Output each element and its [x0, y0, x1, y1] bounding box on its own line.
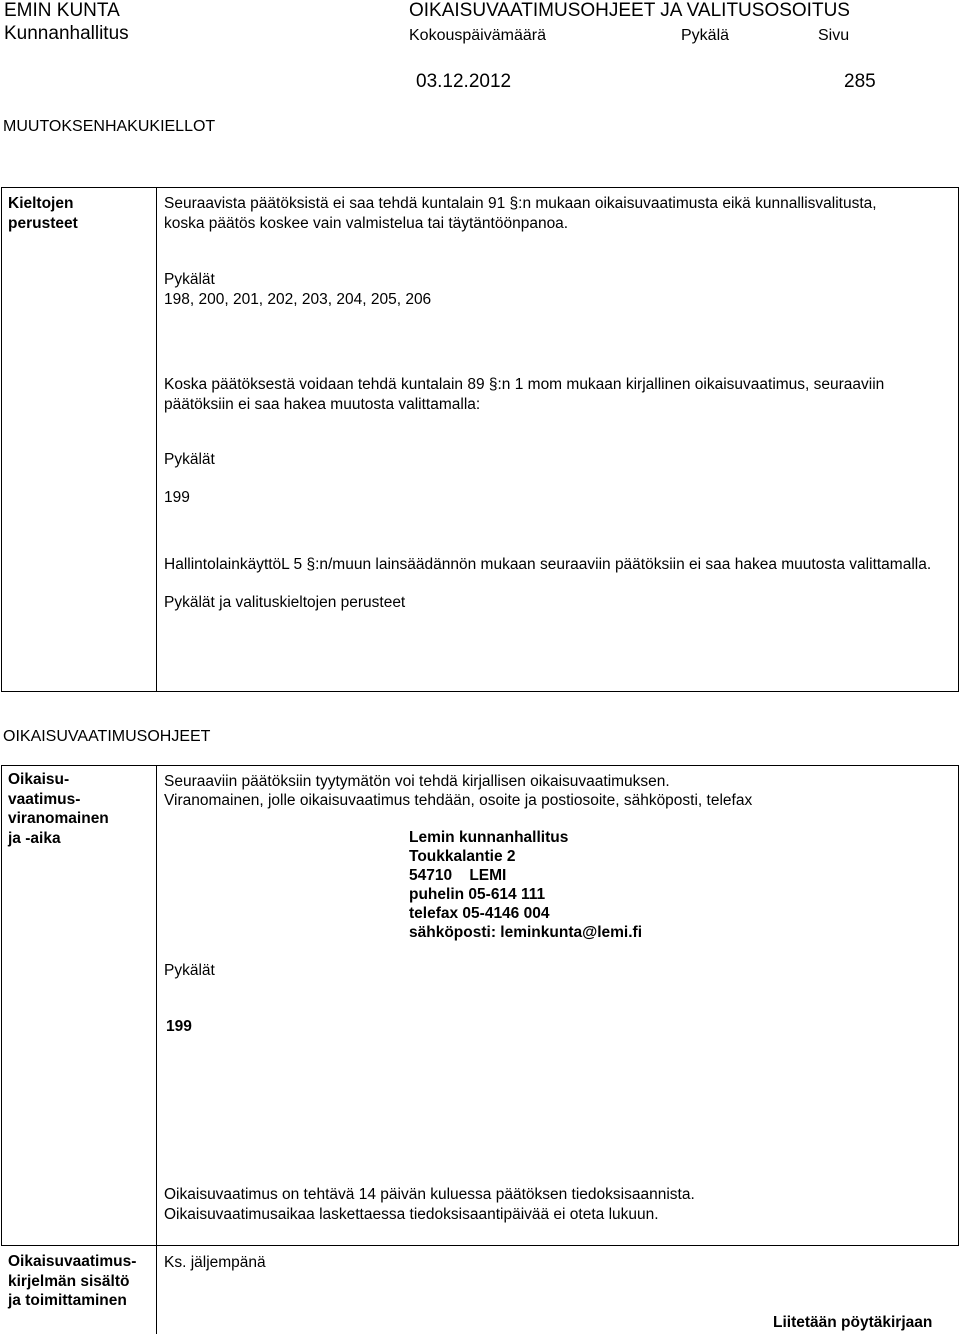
other-law-paragraph: HallintolainkäyttöL 5 §:n/muun lainsäädännön mukaan seuraaviin päätöksiin ei saa hakea muutosta valittamalla.	[164, 556, 932, 573]
label-line: Oikaisu-	[8, 771, 70, 788]
paragraph-line: päätöksiin ei saa hakea muutosta valittamalla:	[164, 395, 481, 413]
label-line: kirjelmän sisältö	[8, 1272, 130, 1290]
prohibition-basis-label	[8, 194, 78, 233]
paragraph-line: Oikaisuvaatimusaikaa laskettaessa tiedoksisaantipäivää ei oteta lukuun.	[164, 1205, 659, 1223]
label-line: Oikaisuvaatimus-	[8, 1253, 137, 1270]
document-title: OIKAISUVAATIMUSOHJEET JA VALITUSOSOITUS	[409, 0, 850, 21]
objection-paragraph	[164, 375, 954, 414]
pykalat-values-3: 199	[166, 1018, 192, 1035]
pykalat-and-basis: Pykälät ja valituskieltojen perusteet	[164, 594, 406, 611]
paragraph-line: koska päätös koskee vain valmistelua tai täytäntöönpanoa.	[164, 214, 569, 232]
paragraph-line: Koska päätöksestä voidaan tehdä kuntalain 89 §:n 1 mom mukaan kirjallinen oikaisuvaatimus, seuraaviin	[164, 376, 885, 393]
label-line: ja toimittaminen	[8, 1292, 127, 1309]
objection-intro: Seuraaviin päätöksiin tyytymätön voi tehdä kirjallisen oikaisuvaatimuksen.	[164, 773, 670, 790]
section-heading-prohibitions: MUUTOKSENHAKUKIELLOT	[3, 118, 216, 135]
authority-postal: 54710 LEMI	[409, 867, 507, 884]
label-line: perusteet	[8, 214, 78, 232]
label-line: vaatimus-	[8, 790, 81, 808]
meeting-date: 03.12.2012	[416, 71, 512, 92]
authority-fax: telefax 05-4146 004	[409, 905, 550, 922]
page-label: Sivu	[818, 27, 850, 44]
section-heading-objection: OIKAISUVAATIMUSOHJEET	[3, 728, 211, 745]
objection-authority-label	[8, 770, 109, 848]
label-line: ja -aika	[8, 829, 61, 847]
body-name: Kunnanhallitus	[4, 23, 129, 44]
pykalat-label-3: Pykälät	[164, 962, 215, 979]
org-name: EMIN KUNTA	[4, 0, 120, 21]
meeting-date-label: Kokouspäivämäärä	[409, 27, 546, 44]
authority-street: Toukkalantie 2	[409, 848, 516, 865]
column-divider	[156, 187, 157, 692]
page-number: 285	[844, 71, 876, 92]
prohibitions-box	[1, 187, 959, 692]
label-line: viranomainen	[8, 810, 109, 827]
attach-note: Liitetään pöytäkirjaan	[773, 1314, 933, 1331]
pykalat-values-1: 198, 200, 201, 202, 203, 204, 205, 206	[164, 291, 432, 308]
authority-name: Lemin kunnanhallitus	[409, 829, 569, 846]
pykalat-label-1: Pykälät	[164, 271, 215, 288]
authority-address	[409, 828, 642, 942]
column-divider	[156, 1246, 157, 1334]
paragraph-line: Seuraavista päätöksistä ei saa tehdä kuntalain 91 §:n mukaan oikaisuvaatimusta eikä kunnallisvalitusta,	[164, 195, 877, 212]
authority-phone: puhelin 05-614 111	[409, 886, 546, 903]
deadline-paragraph	[164, 1185, 695, 1224]
prep-decisions-paragraph	[164, 194, 954, 233]
pykalat-values-2: 199	[164, 489, 190, 506]
see-below-text: Ks. jäljempänä	[164, 1254, 266, 1271]
authority-email: sähköposti: leminkunta@lemi.fi	[409, 924, 643, 941]
objection-letter-label	[8, 1252, 136, 1311]
section-label: Pykälä	[681, 27, 730, 44]
pykalat-label-2: Pykälät	[164, 451, 215, 468]
column-divider	[156, 765, 157, 1246]
paragraph-line: Oikaisuvaatimus on tehtävä 14 päivän kuluessa päätöksen tiedoksisaannista.	[164, 1186, 695, 1203]
label-line: Kieltojen	[8, 195, 74, 212]
authority-description: Viranomainen, jolle oikaisuvaatimus tehdään, osoite ja postiosoite, sähköposti, telefax	[164, 792, 753, 809]
